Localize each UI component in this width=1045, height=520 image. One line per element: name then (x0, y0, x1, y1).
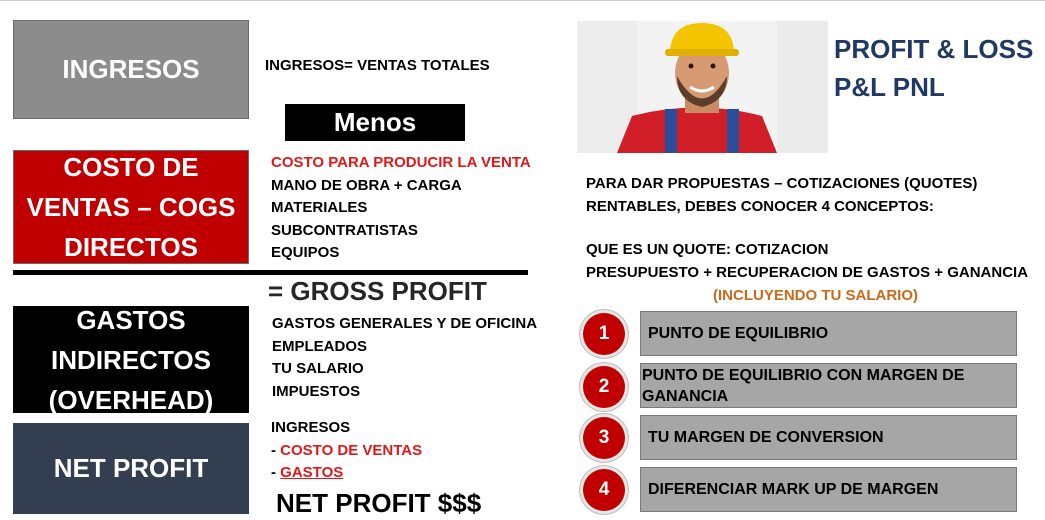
gastos-box-line-1: GASTOS (76, 304, 186, 335)
net-formula (271, 417, 422, 485)
step-label: PUNTO DE EQUILIBRIO (648, 324, 829, 342)
gastos-item: IMPUESTOS (272, 382, 361, 400)
costo-box-line-1: COSTO DE (63, 152, 199, 182)
net-formula-line-1: INGRESOS (271, 419, 351, 436)
menos-label: Menos (333, 107, 417, 137)
dash: - (271, 464, 281, 481)
step-4 (640, 467, 1017, 512)
net-profit-box-label: NET PROFIT (53, 453, 209, 483)
intro-line-5: (INCLUYENDO TU SALARIO) (713, 287, 918, 304)
ingresos-box-label: INGRESOS (62, 54, 200, 84)
costo-box (13, 150, 249, 264)
gastos-item: GASTOS GENERALES Y DE OFICINA (272, 315, 538, 332)
net-formula-line-3 (271, 462, 422, 485)
step-label: TU MARGEN DE CONVERSION (648, 428, 884, 446)
step-number-4: 4 (583, 469, 625, 511)
worker-icon (577, 21, 828, 153)
costo-box-line-3: DIRECTOS (64, 232, 198, 262)
net-profit-result: NET PROFIT $$$ (276, 488, 482, 518)
worker-photo (577, 21, 828, 153)
costo-box-line-2: VENTAS – COGS (26, 192, 236, 222)
net-formula-gastos: GASTOS (280, 464, 344, 481)
costo-item: MANO DE OBRA + CARGA (271, 176, 462, 194)
step-number-3: 3 (583, 417, 625, 459)
intro-line-2: RENTABLES, DEBES CONOCER 4 CONCEPTOS: (586, 197, 934, 215)
gastos-item: TU SALARIO (272, 360, 364, 377)
step-number-1: 1 (583, 313, 625, 355)
page-title (834, 30, 1033, 106)
intro-line-1: PARA DAR PROPUESTAS – COTIZACIONES (QUOTES) (586, 175, 978, 192)
step-2 (640, 363, 1017, 408)
menos-bar (285, 104, 465, 141)
gastos-lines (272, 313, 537, 403)
gastos-box-line-3: (OVERHEAD) (48, 384, 214, 415)
ingresos-box (13, 20, 249, 119)
costo-item: EQUIPOS (271, 244, 340, 261)
step-1 (640, 311, 1017, 356)
step-label: PUNTO DE EQUILIBRIO CON MARGEN DE GANANCIA (642, 366, 965, 405)
net-formula-line-2 (271, 440, 422, 463)
gross-profit-label: = GROSS PROFIT (268, 276, 487, 306)
gross-divider (13, 270, 528, 275)
step-number-2: 2 (583, 366, 625, 408)
step-label: DIFERENCIAR MARK UP DE MARGEN (648, 480, 939, 498)
intro-text (586, 173, 977, 218)
intro-line-3: QUE ES UN QUOTE: COTIZACION (586, 241, 829, 258)
gastos-item: EMPLEADOS (272, 337, 368, 355)
title-line-1: PROFIT & LOSS (834, 34, 1034, 64)
costo-heading: COSTO PARA PRODUCIR LA VENTA (271, 154, 531, 171)
top-divider (0, 0, 1045, 1)
quote-text (586, 239, 1028, 284)
dash: - (271, 441, 281, 459)
costo-lines (271, 152, 531, 265)
net-formula-costo: COSTO DE VENTAS (280, 441, 423, 459)
gastos-box-line-2: INDIRECTOS (51, 344, 211, 375)
ingresos-formula: INGRESOS= VENTAS TOTALES (265, 57, 490, 74)
costo-item: SUBCONTRATISTAS (271, 221, 418, 239)
step-3 (640, 415, 1017, 460)
intro-line-4: PRESUPUESTO + RECUPERACION DE GASTOS + GANANCIA (586, 263, 1029, 281)
costo-item: MATERIALES (271, 199, 368, 216)
title-line-2: P&L PNL (834, 72, 945, 102)
gastos-box (13, 306, 249, 413)
net-profit-box (13, 423, 249, 514)
